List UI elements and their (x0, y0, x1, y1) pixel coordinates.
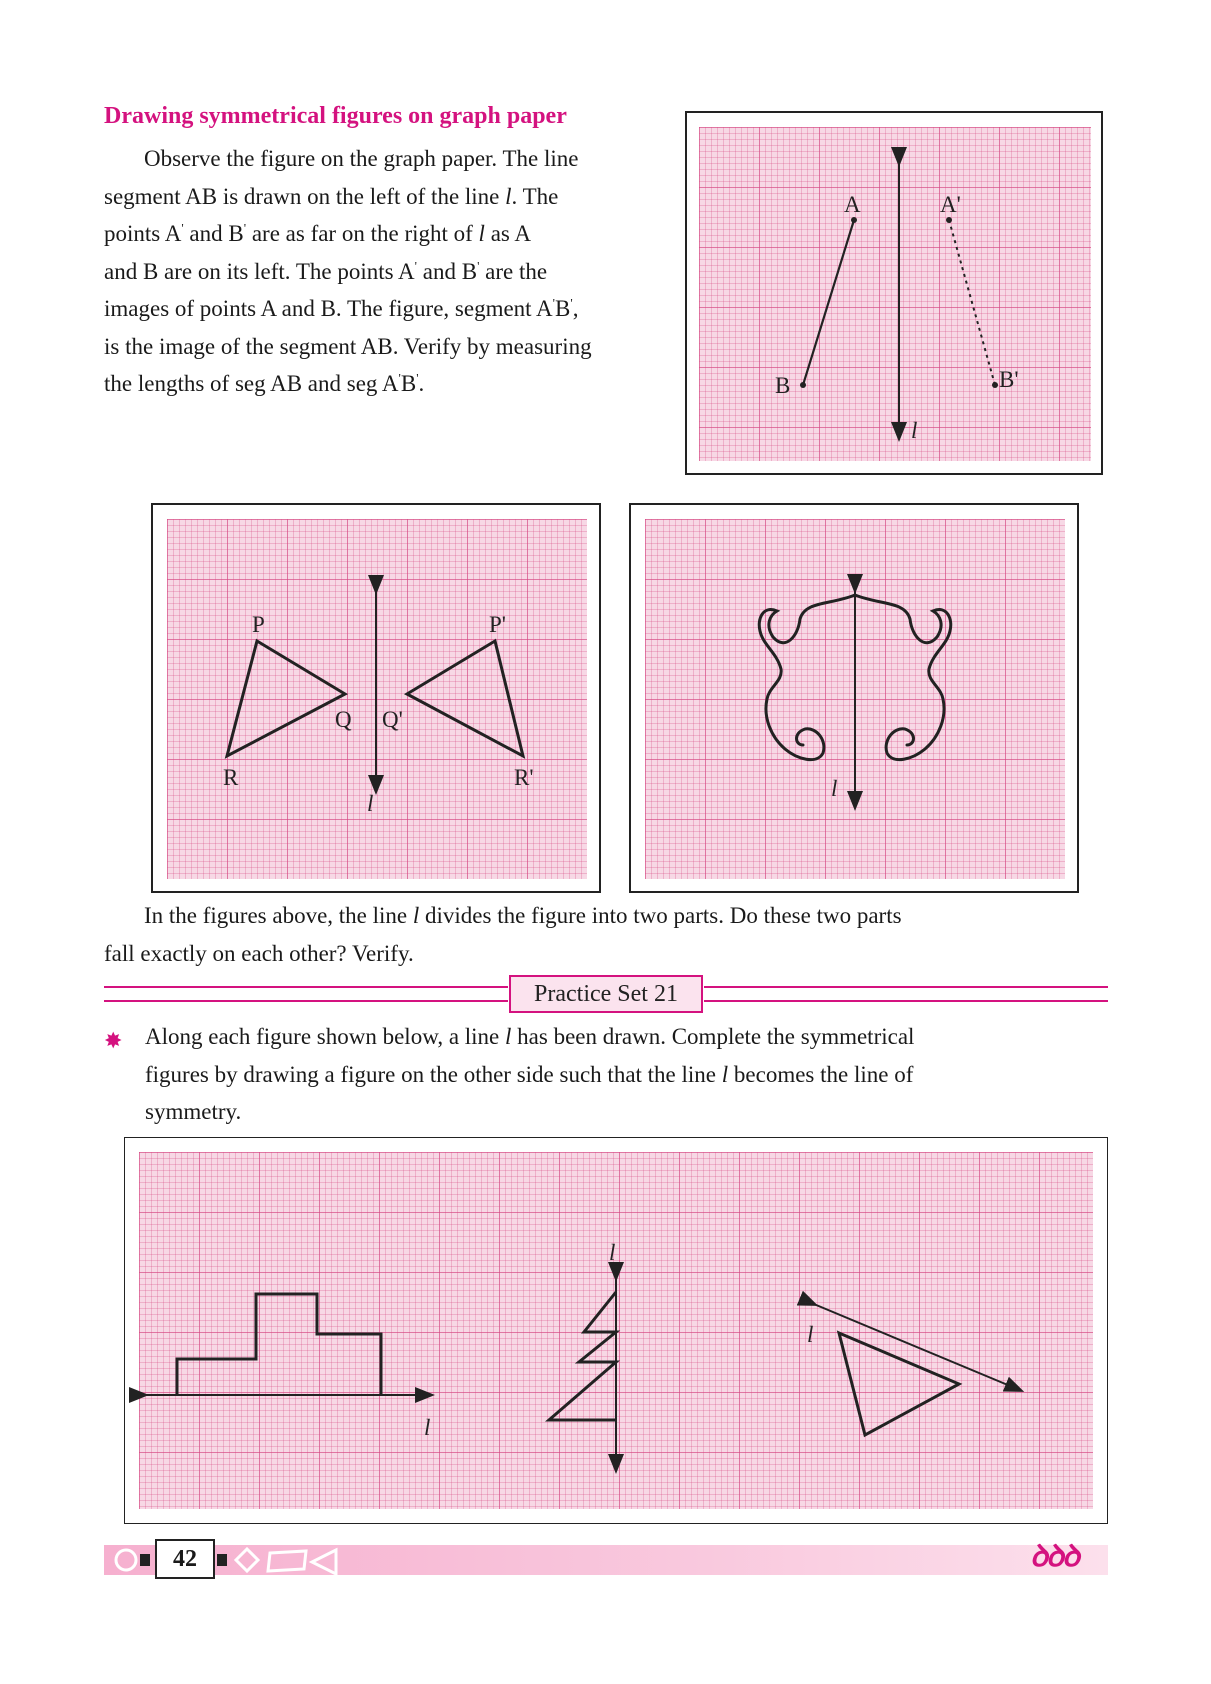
square-icon (140, 1554, 150, 1566)
point-b (800, 382, 806, 388)
divider-left-top (104, 986, 508, 988)
half-tree-shape (549, 1292, 616, 1420)
diamond-icon (236, 1549, 258, 1571)
figure-triangle-pqr (151, 503, 601, 893)
divider-left-bottom (104, 1000, 508, 1002)
square-icon (217, 1554, 227, 1566)
para-line-2: segment AB is drawn on the left of the line l. The (104, 183, 559, 209)
divider-right-bottom (704, 1000, 1108, 1002)
line-l-slanted (809, 1302, 1015, 1388)
para-line-1: Observe the figure on the graph paper. The line (144, 146, 579, 171)
label-l: l (367, 791, 374, 816)
figure-segment-ab-drawing (699, 127, 1091, 461)
label-r-prime: R' (514, 765, 534, 790)
label-q-prime: Q' (382, 707, 403, 732)
figure-segment-ab (685, 111, 1103, 475)
question-line-2: fall exactly on each other? Verify. (104, 940, 414, 966)
graph-paper (645, 519, 1065, 879)
segment-ab (803, 220, 854, 385)
label-l-c: l (807, 1322, 814, 1347)
figure-ornament-drawing (645, 519, 1065, 879)
graph-paper (167, 519, 587, 879)
label-q: Q (335, 707, 352, 732)
practice-set-title: Practice Set 21 (509, 975, 703, 1013)
label-l-a: l (424, 1415, 431, 1440)
question-line-1: In the figures above, the line l divides the figure into two parts. Do these two parts (144, 903, 902, 928)
footer-shapes (112, 1545, 372, 1577)
point-a (851, 217, 857, 223)
label-a: A (844, 192, 861, 217)
practice-line-3: symmetry. (145, 1099, 242, 1124)
label-p-prime: P' (489, 612, 506, 637)
graph-paper (699, 127, 1091, 461)
triangle-shape (839, 1333, 959, 1435)
para-line-3: points A' and B' are as far on the right of l as A (104, 220, 531, 246)
circle-icon (116, 1550, 136, 1570)
point-a-prime (946, 217, 952, 223)
section-heading: Drawing symmetrical figures on graph paper (104, 103, 567, 129)
triangle-icon (312, 1550, 336, 1574)
segment-a-prime-b-prime (949, 220, 995, 385)
practice-question (145, 1018, 1108, 1131)
triangle-pqr-prime (407, 641, 523, 756)
label-l: l (911, 418, 918, 443)
divider-right-top (704, 986, 1108, 988)
figure-ornament (629, 503, 1079, 893)
brand-mark: ꝺꝺꝺ (1030, 1540, 1078, 1573)
practice-line-1: Along each figure shown below, a line l has been drawn. Complete the symmetrical (145, 1024, 915, 1049)
label-b-prime: B' (999, 367, 1019, 392)
exercise-figure (124, 1137, 1108, 1524)
asterisk-star-icon: ✸ (104, 1028, 123, 1053)
label-b: B (775, 373, 791, 398)
page-number: 42 (155, 1539, 215, 1579)
exercise-drawing (139, 1152, 1093, 1509)
point-b-prime (992, 382, 998, 388)
label-r: R (223, 765, 239, 790)
para-line-6: is the image of the segment AB. Verify by measuring (104, 333, 592, 359)
question-paragraph (104, 897, 1108, 972)
label-l: l (831, 776, 838, 801)
intro-paragraph (104, 140, 664, 403)
graph-paper (139, 1152, 1093, 1509)
triangle-pqr (227, 641, 345, 756)
stepped-shape (177, 1294, 381, 1395)
para-line-5: images of points A and B. The figure, segment A'B', (104, 295, 579, 321)
label-p: P (252, 612, 265, 637)
rectangle-icon (268, 1551, 306, 1571)
label-l-b: l (609, 1240, 616, 1265)
practice-line-2: figures by drawing a figure on the other side such that the line l becomes the line of (145, 1061, 914, 1087)
para-line-7: the lengths of seg AB and seg A'B'. (104, 370, 425, 396)
para-line-4: and B are on its left. The points A' and B' are the (104, 257, 548, 284)
figure-triangle-drawing (167, 519, 587, 879)
label-a-prime: A' (940, 192, 961, 217)
